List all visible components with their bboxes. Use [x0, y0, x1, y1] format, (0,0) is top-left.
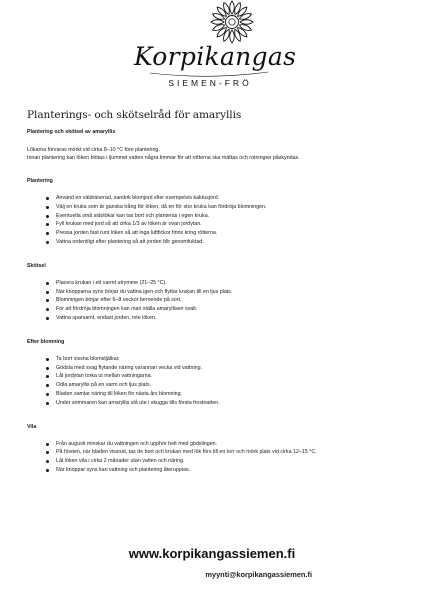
bullet-icon — [46, 451, 49, 454]
bullet-list — [27, 279, 407, 323]
list-item-text: För att fördröja blomningen kan man ställa amaryllisen svalt. — [56, 306, 198, 313]
intro-text — [27, 146, 407, 162]
list-item — [46, 296, 407, 305]
bullet-icon — [46, 384, 49, 387]
bullet-icon — [46, 197, 49, 200]
list-item-text: Vattna sparsamt, endast jorden, inte löken. — [56, 314, 157, 321]
section-efter-blomning — [27, 339, 407, 408]
list-item — [46, 229, 407, 238]
list-item — [46, 457, 407, 466]
section-skotsel — [27, 263, 407, 323]
bullet-list — [27, 194, 407, 247]
bullet-list — [27, 440, 407, 475]
logo-subtitle: SIEMEN-FRÖ — [168, 78, 252, 88]
bullet-icon — [46, 402, 49, 405]
section-heading: Vila — [27, 423, 37, 430]
list-item — [46, 390, 407, 399]
list-item-text: När knopparna syns börjar du vattna igen och flyttar krukan till en ljus plats. — [56, 288, 233, 295]
list-item — [46, 466, 407, 475]
section-heading: Plantering — [27, 178, 53, 184]
bullet-icon — [46, 241, 49, 244]
bullet-icon — [46, 460, 49, 463]
bullet-icon — [46, 393, 49, 396]
bullet-icon — [46, 299, 49, 302]
list-item-text: Använd en väldränerad, sandrik blomjord eller exempelvis kaktusjord. — [56, 195, 220, 201]
list-item-text: Odla amaryllis på en varm och ljus plats. — [56, 382, 152, 389]
brand-logo — [0, 0, 424, 96]
list-item — [46, 372, 407, 381]
list-item — [46, 440, 407, 449]
list-item — [46, 212, 407, 221]
list-item-text: Från augusti minskar du vattningen och upphör helt med gödslingen. — [56, 440, 218, 447]
list-item-text: När knoppar syns kan vattning och plantering återupptas. — [56, 466, 191, 473]
list-item — [46, 238, 407, 247]
list-item — [46, 279, 407, 288]
list-item — [46, 203, 407, 212]
bullet-icon — [46, 367, 49, 370]
list-item-text: Ta bort vissna blomstjälkar. — [56, 355, 120, 362]
bullet-icon — [46, 206, 49, 209]
petal-shape — [240, 20, 253, 25]
section-plantering — [27, 178, 407, 247]
intro-line: Innan plantering kan löken blötas i ljummet vatten några timmar för att rötterna ska mättas och rotningen påskyndas. — [27, 155, 300, 161]
bullet-icon — [46, 308, 49, 311]
sections-container — [27, 178, 407, 475]
list-item-text: Pressa jorden fast runt löken så att inga luftfickor finns kring rötterna. — [56, 230, 218, 237]
document-body — [27, 109, 407, 475]
list-item-text: Blomningen börjar efter 6–8 veckor beroende på sort. — [56, 297, 182, 304]
page-title: Planterings- och skötselråd för amaryllis — [27, 109, 242, 121]
list-item-text: Låt löken vila i cirka 2 månader utan vatten och näring. — [56, 458, 185, 465]
list-item-text: Placera krukan i ett varmt utrymme (21–25 °C). — [56, 279, 167, 286]
list-item — [46, 288, 407, 297]
website-link[interactable]: www.korpikangassiemen.fi — [128, 546, 296, 561]
bullet-list — [27, 355, 407, 408]
list-item-text: Låt jordytan torka ut mellan vattningarna. — [56, 373, 152, 380]
bullet-icon — [46, 358, 49, 361]
list-item — [46, 355, 407, 364]
petal-shape — [211, 20, 224, 25]
list-item-text: Bladen samlar näring till löken för nästa års blomning. — [56, 390, 183, 397]
bullet-icon — [46, 317, 49, 320]
petal-shape — [230, 1, 235, 14]
list-item — [46, 364, 407, 373]
bullet-icon — [46, 291, 49, 294]
list-item — [46, 220, 407, 229]
list-item-text: Eventuella små sidolökar kan tas bort och planteras i egen kruka. — [56, 212, 210, 219]
bullet-icon — [46, 232, 49, 235]
list-item-text: På hösten, när bladen vissnat, tas de bort och krukan med lök förs till en torr och mörk plats vid cirka 12–15 °C. — [56, 449, 317, 456]
bullet-icon — [46, 282, 49, 285]
list-item — [46, 194, 407, 203]
bullet-icon — [46, 375, 49, 378]
bullet-icon — [46, 469, 49, 472]
list-item-text: Under sommaren kan amaryllis stå ute i skugga tills första frostnatten. — [56, 399, 220, 406]
email-link[interactable]: myynti@korpikangassiemen.fi — [205, 570, 312, 579]
list-item-text: Vattna ordentligt efter plantering så att jorden blir genomfuktad. — [56, 238, 204, 245]
list-item-text: Välj en kruka som är ganska trång för löken, då en för stor kruka kan fördröja blomningen. — [56, 203, 267, 210]
document-subtitle: Plantering och skötsel av amaryllis — [27, 129, 116, 135]
list-item — [46, 399, 407, 408]
section-vila — [27, 424, 407, 475]
list-item — [46, 381, 407, 390]
bullet-icon — [46, 223, 49, 226]
section-heading: Skötsel — [27, 262, 46, 269]
list-item — [46, 314, 407, 323]
intro-line: Lökarna förvaras mörkt vid cirka 8–10 °C före plantering. — [27, 147, 160, 153]
section-heading: Efter blomning — [27, 338, 65, 345]
list-item — [46, 305, 407, 314]
bullet-icon — [46, 215, 49, 218]
bullet-icon — [46, 443, 49, 446]
list-item — [46, 448, 407, 457]
list-item-text: Fyll krukan med jord så att cirka 1/3 av löken är ovan jordytan. — [56, 221, 202, 228]
logo-wordmark: Korpikangas — [134, 42, 297, 71]
list-item-text: Gödsla med svag flytande näring varannan vecka vid vattning. — [56, 364, 203, 371]
